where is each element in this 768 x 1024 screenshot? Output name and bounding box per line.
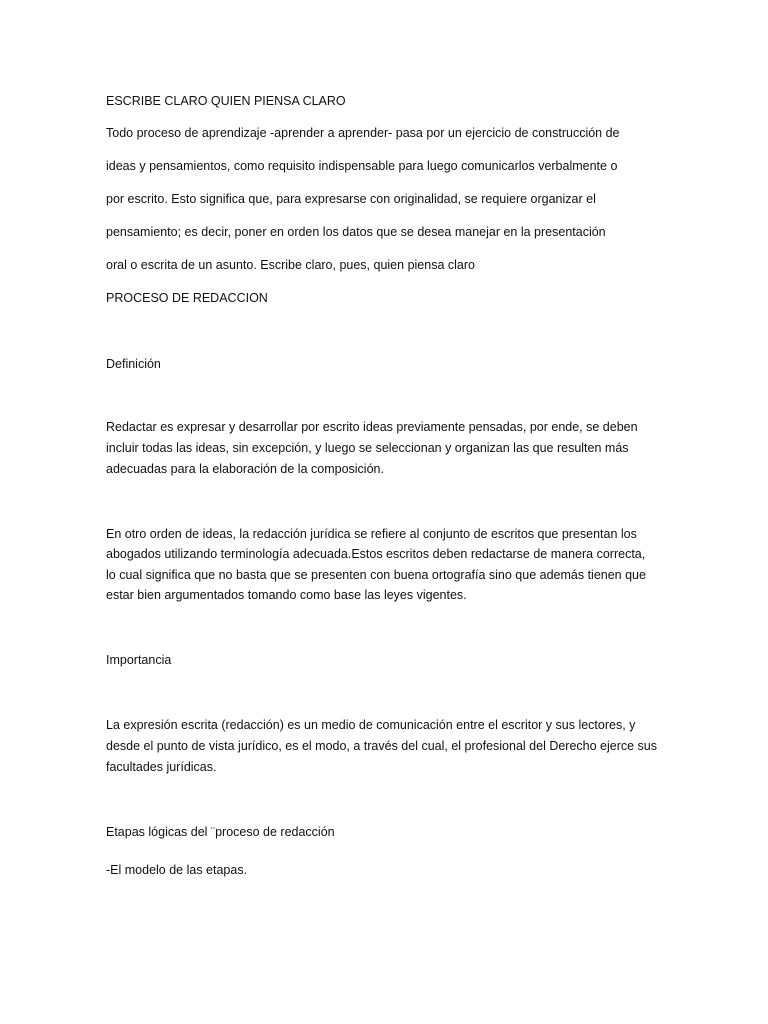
importance-paragraph-line: facultades jurídicas. — [106, 760, 217, 774]
list-item-modelo-etapas: -El modelo de las etapas. — [106, 863, 248, 877]
document-title: ESCRIBE CLARO QUIEN PIENSA CLARO — [106, 94, 346, 108]
section-heading-importancia: Importancia — [106, 653, 172, 667]
importance-paragraph-line: La expresión escrita (redacción) es un medio de comunicación entre el escritor y sus lectores, y — [106, 718, 636, 732]
intro-paragraph-line: Todo proceso de aprendizaje -aprender a aprender- pasa por un ejercicio de construcción de — [106, 126, 620, 140]
legal-writing-paragraph-line: lo cual significa que no basta que se presenten con buena ortografía sino que además tienen que — [106, 568, 646, 582]
definition-paragraph-line: Redactar es expresar y desarrollar por escrito ideas previamente pensadas, por ende, se deben — [106, 420, 638, 434]
section-heading-definicion: Definición — [106, 357, 161, 371]
intro-paragraph-line: pensamiento; es decir, poner en orden los datos que se desea manejar en la presentación — [106, 225, 606, 239]
intro-paragraph-line: oral o escrita de un asunto. Escribe claro, pues, quien piensa claro — [106, 258, 475, 272]
intro-paragraph-line: por escrito. Esto significa que, para expresarse con originalidad, se requiere organizar el — [106, 192, 596, 206]
legal-writing-paragraph-line: estar bien argumentados tomando como base las leyes vigentes. — [106, 588, 467, 602]
intro-paragraph-line: ideas y pensamientos, como requisito indispensable para luego comunicarlos verbalmente o — [106, 159, 618, 173]
definition-paragraph-line: incluir todas las ideas, sin excepción, y luego se seleccionan y organizan las que resulten más — [106, 441, 629, 455]
legal-writing-paragraph-line: En otro orden de ideas, la redacción jurídica se refiere al conjunto de escritos que presentan los — [106, 527, 637, 541]
section-heading-etapas: Etapas lógicas del ¨proceso de redacción — [106, 825, 335, 839]
section-heading-proceso: PROCESO DE REDACCION — [106, 291, 268, 305]
legal-writing-paragraph-line: abogados utilizando terminología adecuada.Estos escritos deben redactarse de manera correcta, — [106, 547, 646, 561]
definition-paragraph-line: adecuadas para la elaboración de la composición. — [106, 462, 384, 476]
importance-paragraph-line: desde el punto de vista jurídico, es el modo, a través del cual, el profesional del Derecho ejerce sus — [106, 739, 658, 753]
